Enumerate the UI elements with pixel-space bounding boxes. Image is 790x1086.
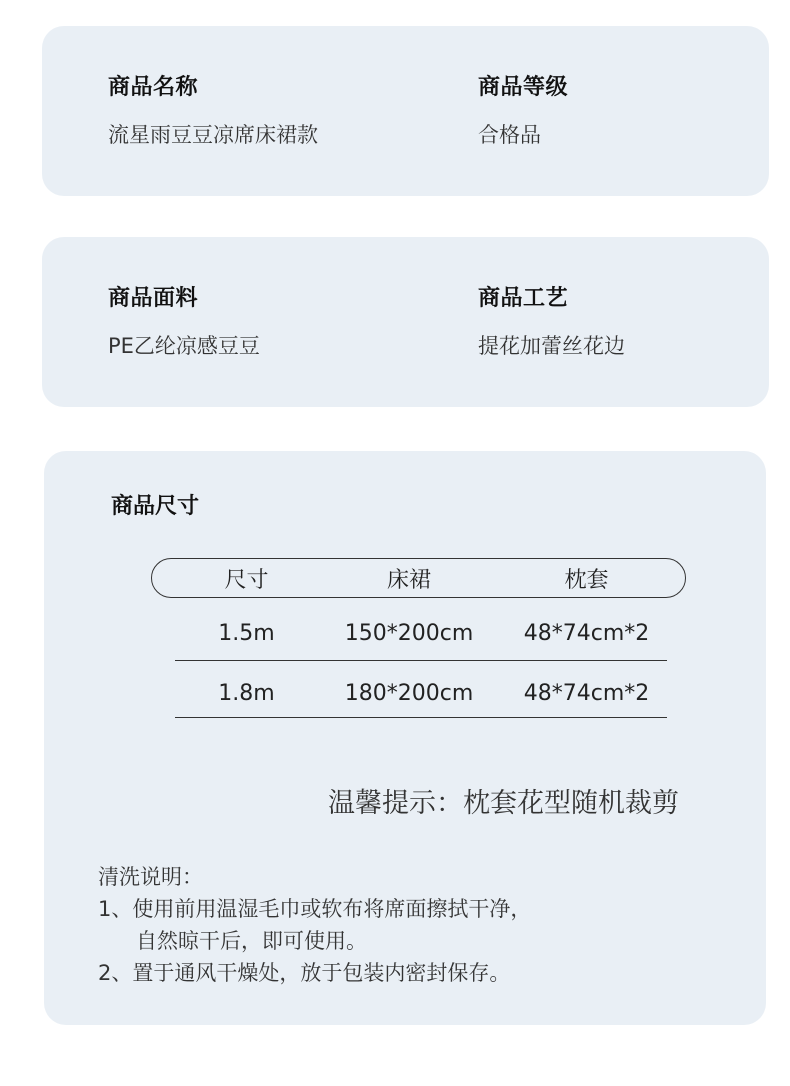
product-info-card-2 bbox=[42, 237, 769, 407]
product-fabric-value: PE乙纶凉感豆豆 bbox=[108, 334, 260, 358]
row-divider bbox=[175, 717, 667, 718]
header-pillowcase: 枕套 bbox=[564, 568, 609, 593]
table-cell: 1.5m bbox=[218, 621, 275, 646]
size-section-title: 商品尺寸 bbox=[111, 494, 200, 519]
product-grade-value: 合格品 bbox=[478, 123, 541, 147]
product-size-card bbox=[44, 451, 766, 1025]
product-fabric-label: 商品面料 bbox=[108, 286, 199, 311]
product-name-label: 商品名称 bbox=[108, 75, 199, 100]
care-instructions bbox=[98, 861, 531, 989]
product-name-field bbox=[108, 70, 318, 149]
care-title: 清洗说明： bbox=[98, 865, 203, 889]
table-cell: 1.8m bbox=[218, 681, 275, 706]
product-info-card-1 bbox=[42, 26, 769, 196]
care-line-1-cont: 自然晾干后，即可使用。 bbox=[136, 929, 367, 953]
product-craft-value: 提花加蕾丝花边 bbox=[478, 334, 625, 358]
table-cell: 180*200cm bbox=[344, 681, 474, 706]
table-cell: 48*74cm*2 bbox=[523, 621, 650, 646]
table-cell: 150*200cm bbox=[344, 621, 474, 646]
product-grade-field bbox=[478, 70, 568, 149]
product-fabric-field bbox=[108, 281, 260, 360]
row-divider bbox=[175, 660, 667, 661]
product-grade-label: 商品等级 bbox=[478, 75, 569, 100]
care-line-1: 1、使用前用温湿毛巾或软布将席面擦拭干净， bbox=[98, 897, 532, 921]
product-craft-label: 商品工艺 bbox=[478, 286, 569, 311]
product-name-value: 流星雨豆豆凉席床裙款 bbox=[108, 123, 318, 147]
header-bed-skirt: 床裙 bbox=[386, 568, 431, 593]
product-craft-field bbox=[478, 281, 625, 360]
pillowcase-tip: 温馨提示：枕套花型随机裁剪 bbox=[328, 788, 679, 819]
header-size: 尺寸 bbox=[224, 568, 269, 593]
care-line-2: 2、置于通风干燥处，放于包装内密封保存。 bbox=[98, 961, 511, 985]
size-table-header-row bbox=[44, 558, 766, 598]
table-cell: 48*74cm*2 bbox=[523, 681, 650, 706]
